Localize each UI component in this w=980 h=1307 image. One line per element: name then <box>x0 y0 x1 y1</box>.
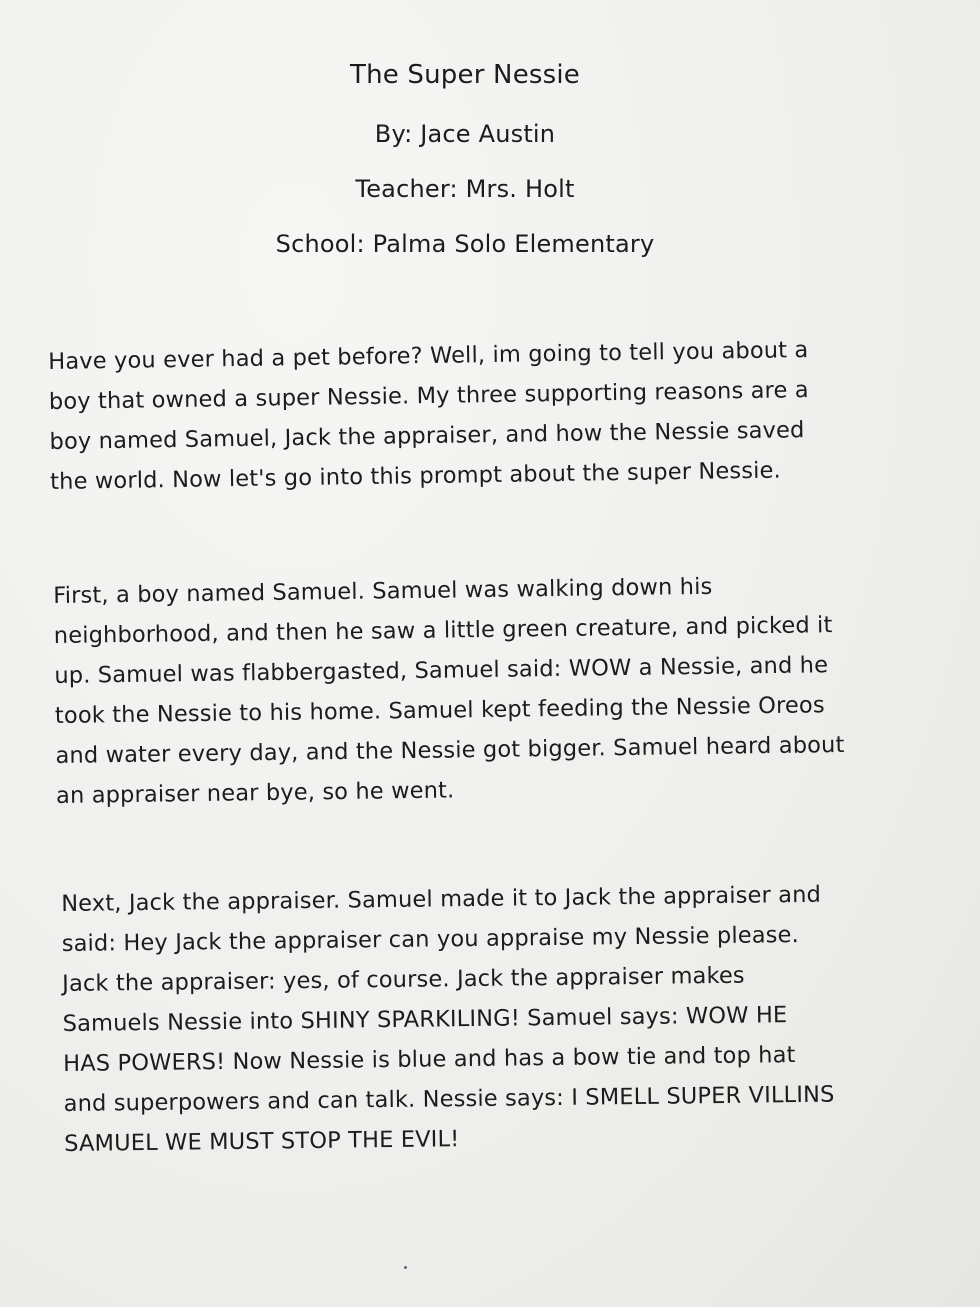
school-line: School: Palma Solo Elementary <box>275 230 655 258</box>
text-line: boy that owned a super Nessie. My three supporting reasons are a <box>48 377 809 415</box>
text-line: said: Hey Jack the appraiser can you appraise my Nessie please. <box>61 921 800 957</box>
paper-speck <box>404 1266 407 1269</box>
text-line: Next, Jack the appraiser. Samuel made it to Jack the appraiser and <box>61 881 822 917</box>
paragraph-intro <box>48 330 811 502</box>
text-line: and water every day, and the Nessie got bigger. Samuel heard about <box>55 731 845 769</box>
text-line: took the Nessie to his home. Samuel kept feeding the Nessie Oreos <box>54 692 825 729</box>
text-line: up. Samuel was flabbergasted, Samuel said: WOW a Nessie, and he <box>54 652 829 689</box>
paragraph-first <box>53 565 845 816</box>
paragraph-next <box>61 875 835 1164</box>
text-line: SAMUEL WE MUST STOP THE EVIL! <box>64 1126 460 1157</box>
text-line: Jack the appraiser: yes, of course. Jack the appraiser makes <box>62 962 745 997</box>
text-line: First, a boy named Samuel. Samuel was walking down his <box>53 573 713 609</box>
text-line: boy named Samuel, Jack the appraiser, and how the Nessie saved <box>49 417 805 455</box>
text-line: HAS POWERS! Now Nessie is blue and has a bow tie and top hat <box>63 1042 796 1077</box>
text-line: Have you ever had a pet before? Well, im going to tell you about a <box>48 337 809 375</box>
text-line: the world. Now let's go into this prompt about the super Nessie. <box>49 457 782 495</box>
author-line: By: Jace Austin <box>374 120 556 148</box>
text-line: an appraiser near bye, so he went. <box>55 777 455 809</box>
text-line: neighborhood, and then he saw a little green creature, and picked it <box>53 612 833 649</box>
text-line: Samuels Nessie into SHINY SPARKILING! Samuel says: WOW HE <box>62 1002 788 1037</box>
text-line: and superpowers and can talk. Nessie says: I SMELL SUPER VILLINS <box>63 1081 835 1117</box>
teacher-line: Teacher: Mrs. Holt <box>355 175 575 203</box>
story-title: The Super Nessie <box>349 60 580 90</box>
